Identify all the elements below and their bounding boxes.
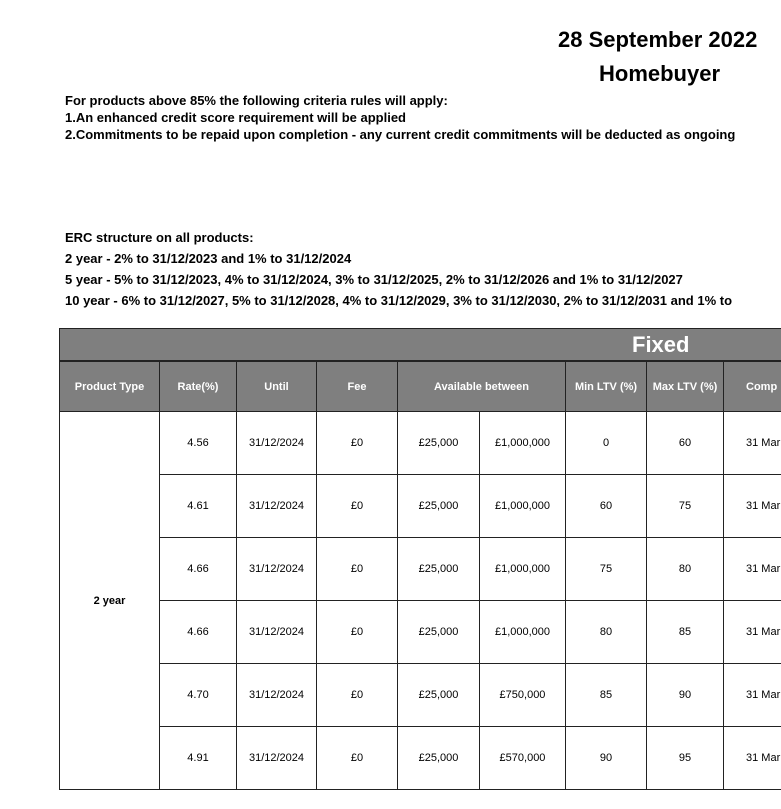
cell-min-amount: £25,000 [398,664,480,727]
cell-comp: 31 Mar [724,475,781,538]
erc-ten-year: 10 year - 6% to 31/12/2027, 5% to 31/12/2028, 4% to 31/12/2029, 3% to 31/12/2030, 2% to 31/12/2031 and 1% to [65,293,733,308]
cell-rate: 4.91 [160,727,237,790]
cell-comp: 31 Mar [724,538,781,601]
table-header-row [60,361,781,412]
cell-max-amount: £1,000,000 [480,538,566,601]
criteria-intro: For products above 85% the following criteria rules will apply: [65,93,448,108]
cell-until: 31/12/2024 [237,601,317,664]
col-header-comp: Comp [724,361,781,412]
cell-fee: £0 [317,727,398,790]
table-row [60,664,781,727]
table-row [60,412,781,475]
cell-until: 31/12/2024 [237,664,317,727]
cell-max-ltv: 95 [647,727,724,790]
col-header-fee: Fee [317,361,398,412]
cell-min-ltv: 0 [566,412,647,475]
erc-section [65,227,732,311]
criteria-rule-1: 1.An enhanced credit score requirement will be applied [65,110,406,125]
cell-rate: 4.56 [160,412,237,475]
table-row [60,727,781,790]
cell-max-amount: £570,000 [480,727,566,790]
cell-fee: £0 [317,475,398,538]
cell-fee: £0 [317,538,398,601]
col-header-max-ltv: Max LTV (%) [647,361,724,412]
cell-max-amount: £1,000,000 [480,475,566,538]
cell-min-ltv: 80 [566,601,647,664]
cell-min-ltv: 85 [566,664,647,727]
cell-until: 31/12/2024 [237,475,317,538]
col-header-available-between: Available between [398,361,566,412]
cell-rate: 4.66 [160,538,237,601]
cell-fee: £0 [317,601,398,664]
products-table-wrapper [59,328,781,790]
cell-until: 31/12/2024 [237,727,317,790]
cell-max-ltv: 90 [647,664,724,727]
cell-min-ltv: 60 [566,475,647,538]
cell-rate: 4.66 [160,601,237,664]
col-header-rate: Rate(%) [160,361,237,412]
cell-min-amount: £25,000 [398,601,480,664]
col-header-until: Until [237,361,317,412]
erc-two-year: 2 year - 2% to 31/12/2023 and 1% to 31/12/2024 [65,251,352,266]
cell-comp: 31 Mar [724,412,781,475]
cell-rate: 4.61 [160,475,237,538]
cell-comp: 31 Mar [724,727,781,790]
cell-min-amount: £25,000 [398,412,480,475]
cell-min-ltv: 75 [566,538,647,601]
products-table [59,328,781,790]
cell-max-ltv: 85 [647,601,724,664]
cell-max-ltv: 75 [647,475,724,538]
cell-min-amount: £25,000 [398,727,480,790]
criteria-section [65,92,735,143]
cell-product-type: 2 year [60,412,160,790]
cell-min-amount: £25,000 [398,475,480,538]
cell-fee: £0 [317,412,398,475]
cell-max-ltv: 60 [647,412,724,475]
document-date: 28 September 2022 [558,27,758,52]
cell-until: 31/12/2024 [237,538,317,601]
col-header-product-type: Product Type [60,361,160,412]
cell-min-ltv: 90 [566,727,647,790]
table-row [60,475,781,538]
cell-min-amount: £25,000 [398,538,480,601]
document-subtitle: Homebuyer [599,61,721,86]
erc-five-year: 5 year - 5% to 31/12/2023, 4% to 31/12/2024, 3% to 31/12/2025, 2% to 31/12/2026 and 1% to 31/12/2027 [65,272,683,287]
cell-max-ltv: 80 [647,538,724,601]
cell-comp: 31 Mar [724,601,781,664]
group-label-fixed: Fixed [60,329,781,362]
cell-comp: 31 Mar [724,664,781,727]
table-row [60,538,781,601]
cell-fee: £0 [317,664,398,727]
erc-heading: ERC structure on all products: [65,230,254,245]
cell-until: 31/12/2024 [237,412,317,475]
cell-max-amount: £750,000 [480,664,566,727]
cell-rate: 4.70 [160,664,237,727]
table-group-row [60,329,781,362]
cell-max-amount: £1,000,000 [480,412,566,475]
criteria-rule-2: 2.Commitments to be repaid upon completion - any current credit commitments will be deducted as ongoing [65,127,736,142]
table-row [60,601,781,664]
col-header-min-ltv: Min LTV (%) [566,361,647,412]
cell-max-amount: £1,000,000 [480,601,566,664]
